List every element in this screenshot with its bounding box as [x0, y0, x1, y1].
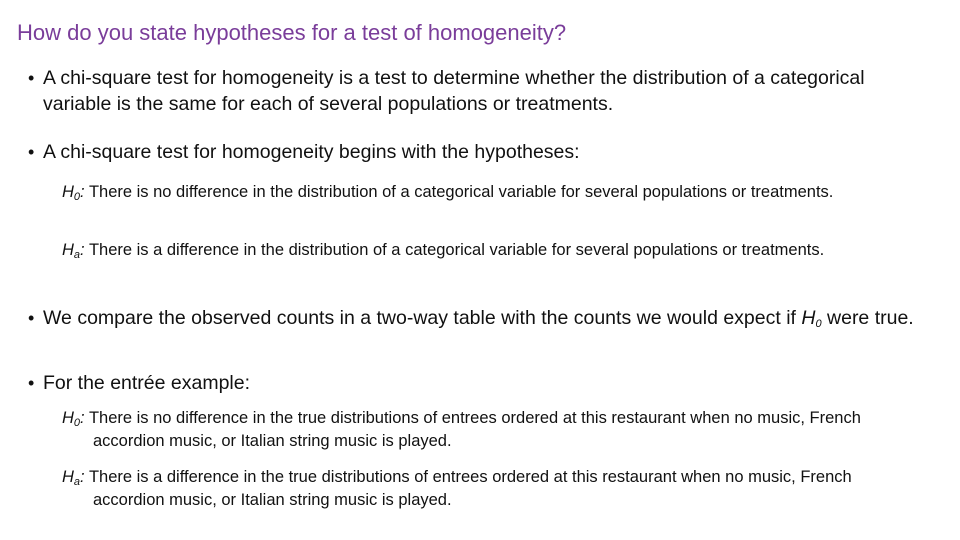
alt-hypothesis-entree: [62, 466, 922, 512]
null-hypothesis-entree: [62, 407, 922, 453]
bullet-definition-text: A chi-square test for homogeneity is a test to determine whether the distribution of a categorical variable is the same for each of several populations or treatments.: [43, 67, 865, 115]
null-hypothesis-label: $H_0$:: [62, 183, 85, 203]
alt-hypothesis-general: [62, 239, 922, 262]
slide-title: How do you state hypotheses for a test of homogeneity?: [17, 20, 567, 45]
bullet-hypotheses-intro: [28, 139, 933, 165]
null-hypothesis-text: There is no difference in the distribution of a categorical variable for several populations or treatments.: [88, 183, 834, 201]
bullet-definition: [28, 65, 933, 117]
null-hypothesis-general: [62, 181, 922, 204]
null-hypothesis-inline: $H_0$: [801, 307, 822, 330]
bullet-hypotheses-intro-text: A chi-square test for homogeneity begins with the hypotheses:: [43, 141, 580, 163]
null-hypothesis-entree-text: There is no difference in the true distributions of entrees ordered at this restaurant when no music, French accordion music, or Italian string music is played.: [88, 409, 861, 450]
bullet-entree-example: [28, 370, 933, 396]
alt-hypothesis-entree-text: There is a difference in the true distributions of entrees ordered at this restaurant when no music, French accordion music, or Italian string music is played.: [88, 468, 852, 509]
bullet-entree-example-text: For the entrée example:: [43, 372, 251, 394]
bullet-compare-counts: • We compare the observed counts in a two-way table with the counts we would expect if $H_0$ were true.: [28, 305, 933, 331]
alt-hypothesis-text: There is a difference in the distribution of a categorical variable for several populations or treatments.: [88, 241, 825, 259]
alt-hypothesis-label: $H_a$:: [62, 241, 85, 261]
null-hypothesis-entree-label: $H_0$:: [62, 409, 85, 429]
alt-hypothesis-entree-label: $H_a$:: [62, 468, 85, 488]
